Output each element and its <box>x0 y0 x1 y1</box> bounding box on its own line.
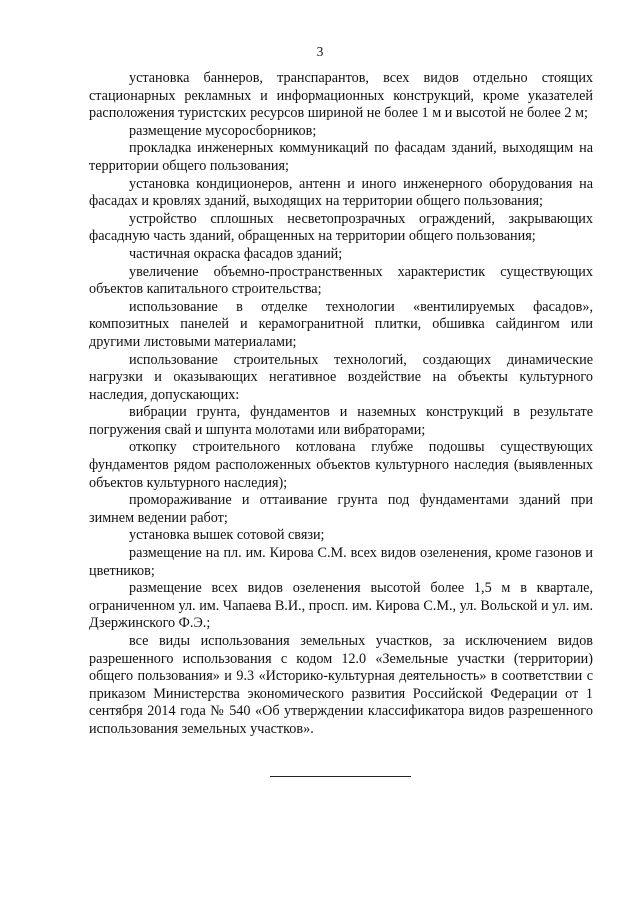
paragraph-soil-freezing: промораживание и оттаивание грунта под фундаментами зданий при зимнем ведении работ; <box>89 492 593 526</box>
closing-rule <box>270 776 411 777</box>
paragraph-ventilated-facades: использование в отделке технологии «вентилируемых фасадов», композитных панелей и керамогранитной плитки, обшивка сайдингом или другими листовыми материалами; <box>89 298 593 350</box>
paragraph-construction-technologies: использование строительных технологий, создающих динамические нагрузки и оказывающих негативное воздействие на объекты культурного наследия, допускающих: <box>89 351 593 403</box>
paragraph-kirov-square-greening: размещение на пл. им. Кирова С.М. всех видов озеленения, кроме газонов и цветников; <box>89 545 593 579</box>
paragraph-waste-bins: размещение мусоросборников; <box>129 122 317 139</box>
paragraph-banners: установка баннеров, транспарантов, всех видов отдельно стоящих стационарных рекламных и информационных конструкций, кроме указателей расположения туристских ресурсов шириной не более 1 м и высотой не более 2 м; <box>89 70 593 122</box>
paragraph-pit-excavation: откопку строительного котлована глубже подошвы существующих фундаментов рядом расположенных объектов культурного наследия (выявленных объектов культурного наследия); <box>89 439 593 491</box>
paragraph-cell-towers: установка вышек сотовой связи; <box>129 527 325 544</box>
paragraph-land-use: все виды использования земельных участков, за исключением видов разрешенного использования с кодом 12.0 «Земельные участки (территории) общего пользования» и 9.3 «Историко-культурная деятельность» в соответствии с приказом Министерства экономического развития Российской Федерации от 1 сентября 2014 года № 540 «Об утверждении классификатора видов разрешенного использования земельных участков». <box>89 633 593 737</box>
paragraph-greening-height: размещение всех видов озеленения высотой более 1,5 м в квартале, ограниченном ул. им. Чапаева В.И., просп. им. Кирова С.М., ул. Вольской и ул. им. Дзержинского Ф.Э.; <box>89 580 593 632</box>
document-body <box>89 70 593 739</box>
page-number: 3 <box>316 44 324 59</box>
paragraph-volume-increase: увеличение объемно-пространственных характеристик существующих объектов капитального строительства; <box>89 263 593 298</box>
paragraph-partial-painting: частичная окраска фасадов зданий; <box>129 245 343 262</box>
paragraph-soil-vibrations: вибрации грунта, фундаментов и наземных конструкций в результате погружения свай и шпунта молотами или вибраторами; <box>89 404 593 438</box>
paragraph-engineering-lines: прокладка инженерных коммуникаций по фасадам зданий, выходящим на территории общего пользования; <box>89 140 593 174</box>
paragraph-air-conditioners: установка кондиционеров, антенн и иного инженерного оборудования на фасадах и кровлях зданий, выходящих на территории общего пользования; <box>89 175 593 210</box>
paragraph-solid-fences: устройство сплошных несветопрозрачных ограждений, закрывающих фасадную часть зданий, обращенных на территории общего пользования; <box>89 210 593 245</box>
